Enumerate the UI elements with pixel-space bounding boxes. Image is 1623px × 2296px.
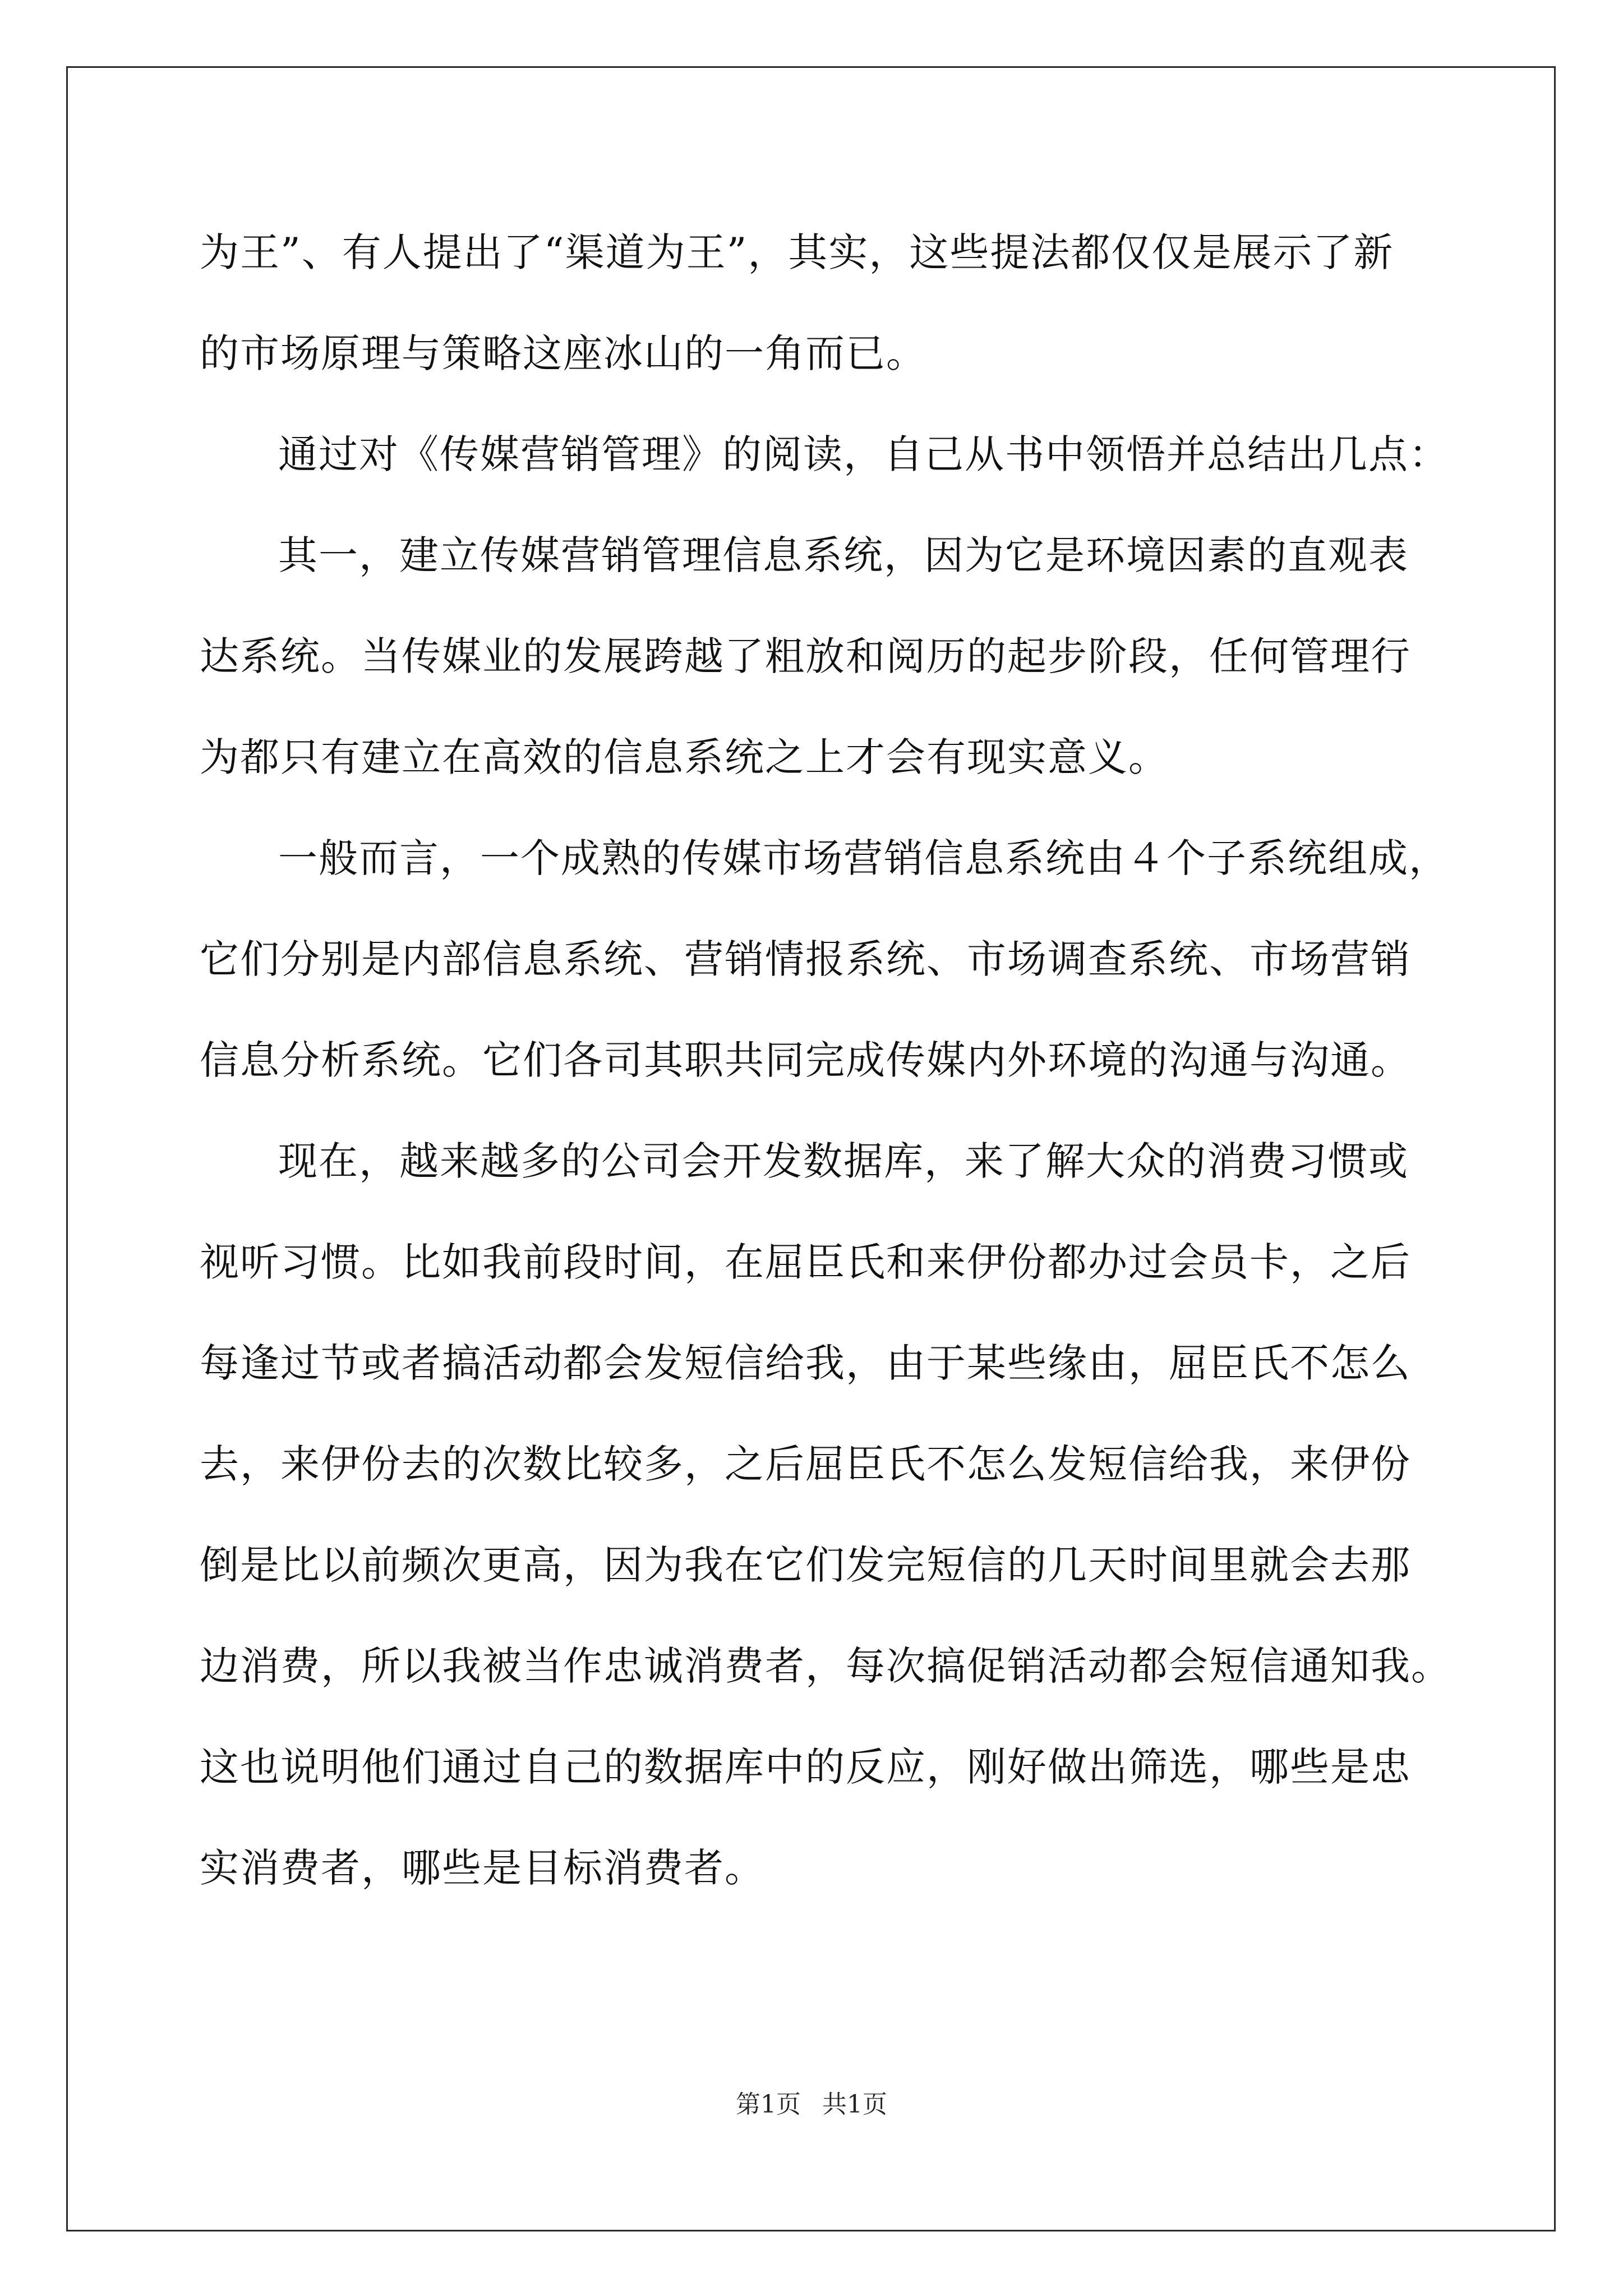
text-line: 达系统。当传媒业的发展跨越了粗放和阅历的起步阶段，任何管理行: [200, 633, 1411, 679]
text-line: 每逢过节或者搞活动都会发短信给我，由于某些缘由，屈臣氏不怎么: [200, 1340, 1411, 1386]
text-line: 的市场原理与策略这座冰山的一角而已。: [200, 330, 926, 376]
document-body: [200, 219, 1451, 1935]
text-line: 倒是比以前频次更高，因为我在它们发完短信的几天时间里就会去那: [200, 1542, 1411, 1588]
page-number: 第1页: [736, 2090, 801, 2119]
text-line: 边消费，所以我被当作忠诚消费者，每次搞促销活动都会短信通知我。: [200, 1643, 1451, 1689]
text-line: 为王”、有人提出了“渠道为王”，其实，这些提法都仅仅是展示了新: [200, 229, 1394, 275]
text-line: 视听习惯。比如我前段时间，在屈臣氏和来伊份都办过会员卡，之后: [200, 1239, 1411, 1285]
page-footer: [0, 2088, 1623, 2122]
paragraph-start: 一般而言，一个成熟的传媒市场营销信息系统由４个子系统组成，: [278, 835, 1449, 881]
paragraph-start: 现在，越来越多的公司会开发数据库，来了解大众的消费习惯或: [278, 1138, 1409, 1184]
paragraph-start: 通过对《传媒营销管理》的阅读，自己从书中领悟并总结出几点：: [278, 431, 1449, 477]
text-line: 这也说明他们通过自己的数据库中的反应，刚好做出筛选，哪些是忠: [200, 1744, 1411, 1790]
page-total: 共1页: [822, 2090, 887, 2119]
text-line: 为都只有建立在高效的信息系统之上才会有现实意义。: [200, 734, 1169, 780]
text-line: 去，来伊份去的次数比较多，之后屈臣氏不怎么发短信给我，来伊份: [200, 1441, 1411, 1487]
paragraph-start: 其一，建立传媒营销管理信息系统，因为它是环境因素的直观表: [278, 532, 1409, 578]
text-line: 信息分析系统。它们各司其职共同完成传媒内外环境的沟通与沟通。: [200, 1037, 1411, 1083]
text-line: 它们分别是内部信息系统、营销情报系统、市场调查系统、市场营销: [200, 936, 1411, 982]
text-line: 实消费者，哪些是目标消费者。: [200, 1845, 765, 1891]
